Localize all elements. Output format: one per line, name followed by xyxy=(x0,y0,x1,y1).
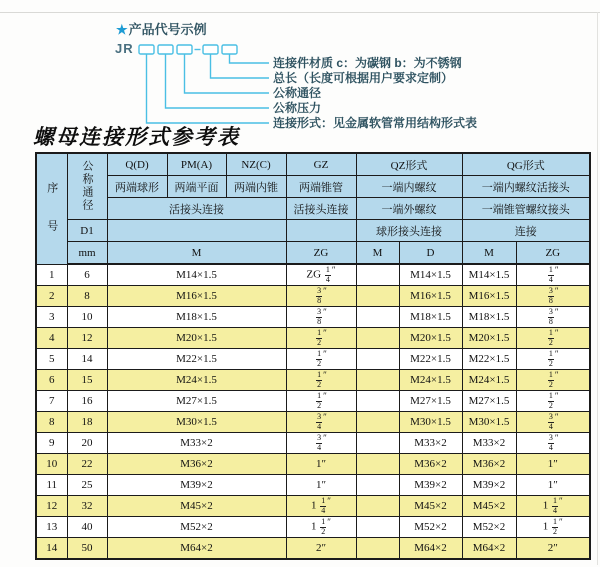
cell-mm: 8 xyxy=(67,286,107,307)
cell-thread-m: M39×2 xyxy=(107,475,286,496)
cell-qg-m: M36×2 xyxy=(462,454,516,475)
star-icon: ★ xyxy=(116,22,128,37)
callout-connection: 连接形式：见金属软管常用结构形式表 xyxy=(273,116,478,130)
cell-qg-zg: 2″ xyxy=(516,538,590,560)
header-seq xyxy=(36,153,67,264)
cell-qg-zg: 1 $\frac{1}{4}$ ″ xyxy=(516,496,590,517)
header-gz: GZ xyxy=(286,153,356,176)
cell-thread-m: M24×1.5 xyxy=(107,370,286,391)
header-seq-label: 序号 xyxy=(45,182,58,259)
header-qg-sub1: 一端内螺纹活接头 xyxy=(462,176,590,198)
header-qz-m: M xyxy=(356,242,399,265)
cell-gz: $\frac{1}{2}$ ″ xyxy=(286,370,356,391)
cell-mm: 20 xyxy=(67,433,107,454)
header-qz-d: D xyxy=(399,242,462,265)
cell-thread-m: M18×1.5 xyxy=(107,307,286,328)
table-row xyxy=(36,496,590,517)
cell-qg-m: M39×2 xyxy=(462,475,516,496)
cell-qg-zg: $\frac{3}{8}$ ″ xyxy=(516,307,590,328)
header-diameter xyxy=(67,153,107,220)
cell-qg-m: M24×1.5 xyxy=(462,370,516,391)
table-row xyxy=(36,391,590,412)
cell-gz: ZG $\frac{1}{4}$ ″ xyxy=(286,264,356,286)
cell-qz-m xyxy=(356,328,399,349)
cell-qz-d: M52×2 xyxy=(399,517,462,538)
table-row xyxy=(36,328,590,349)
table-row xyxy=(36,264,590,286)
table-row xyxy=(36,307,590,328)
cell-qg-m: M18×1.5 xyxy=(462,307,516,328)
header-qz-sub3: 球形接头连接 xyxy=(356,220,462,242)
cell-seq: 11 xyxy=(36,475,67,496)
cell-qz-m xyxy=(356,517,399,538)
cell-seq: 1 xyxy=(36,264,67,286)
cell-qz-d: M39×2 xyxy=(399,475,462,496)
cell-qz-m xyxy=(356,538,399,560)
cell-gz: $\frac{3}{8}$ ″ xyxy=(286,286,356,307)
cell-qg-zg: $\frac{1}{2}$ ″ xyxy=(516,349,590,370)
cell-qz-d: M22×1.5 xyxy=(399,349,462,370)
header-m-span: M xyxy=(107,242,286,265)
header-qz-sub2: 一端外螺纹 xyxy=(356,198,462,220)
cell-qg-zg: 1″ xyxy=(516,475,590,496)
cell-seq: 7 xyxy=(36,391,67,412)
cell-qg-m: M33×2 xyxy=(462,433,516,454)
cell-qg-m: M64×2 xyxy=(462,538,516,560)
example-heading xyxy=(116,19,207,38)
cell-mm: 12 xyxy=(67,328,107,349)
cell-seq: 6 xyxy=(36,370,67,391)
cell-gz: 1 $\frac{1}{4}$ ″ xyxy=(286,496,356,517)
nut-connection-table xyxy=(35,152,591,560)
cell-gz: $\frac{1}{2}$ ″ xyxy=(286,391,356,412)
cell-gz: $\frac{3}{4}$ ″ xyxy=(286,412,356,433)
cell-mm: 50 xyxy=(67,538,107,560)
header-mm: mm xyxy=(67,242,107,265)
table-row xyxy=(36,538,590,560)
callout-diameter: 公称通径 xyxy=(273,86,322,100)
cell-qg-m: M30×1.5 xyxy=(462,412,516,433)
cell-seq: 5 xyxy=(36,349,67,370)
cell-qz-m xyxy=(356,454,399,475)
cell-mm: 14 xyxy=(67,349,107,370)
header-q: Q(D) xyxy=(107,153,167,176)
header-pm: PM(A) xyxy=(167,153,226,176)
cell-qz-m xyxy=(356,349,399,370)
cell-qz-d: M36×2 xyxy=(399,454,462,475)
example-heading-text: 产品代号示例 xyxy=(128,22,207,37)
cell-thread-m: M33×2 xyxy=(107,433,286,454)
header-qg-m: M xyxy=(462,242,516,265)
cell-qg-m: M20×1.5 xyxy=(462,328,516,349)
code-box-4 xyxy=(203,45,218,54)
cell-thread-m: M14×1.5 xyxy=(107,264,286,286)
cell-seq: 13 xyxy=(36,517,67,538)
callout-length: 总长（长度可根据用户要求定制） xyxy=(273,71,454,85)
code-box-3 xyxy=(177,45,192,54)
code-box-1 xyxy=(139,45,154,54)
leader-line-material xyxy=(230,54,270,63)
cell-seq: 14 xyxy=(36,538,67,560)
header-pm-sub: 两端平面 xyxy=(167,176,226,198)
cell-seq: 3 xyxy=(36,307,67,328)
cell-qz-m xyxy=(356,370,399,391)
cell-seq: 2 xyxy=(36,286,67,307)
leader-line-length xyxy=(211,54,270,78)
cell-qz-m xyxy=(356,496,399,517)
cell-seq: 4 xyxy=(36,328,67,349)
cell-qg-zg: $\frac{1}{2}$ ″ xyxy=(516,391,590,412)
cell-qz-m xyxy=(356,433,399,454)
cell-thread-m: M36×2 xyxy=(107,454,286,475)
cell-mm: 32 xyxy=(67,496,107,517)
cell-mm: 22 xyxy=(67,454,107,475)
table-body xyxy=(36,264,590,559)
cell-mm: 25 xyxy=(67,475,107,496)
leader-line-pressure xyxy=(166,54,270,108)
cell-qz-m xyxy=(356,307,399,328)
cell-gz: $\frac{3}{4}$ ″ xyxy=(286,433,356,454)
cell-qz-m xyxy=(356,412,399,433)
table-row xyxy=(36,433,590,454)
header-empty-m xyxy=(107,220,286,242)
header-d1: D1 xyxy=(67,220,107,242)
cell-thread-m: M22×1.5 xyxy=(107,349,286,370)
cell-thread-m: M30×1.5 xyxy=(107,412,286,433)
table-row xyxy=(36,475,590,496)
table-row xyxy=(36,412,590,433)
page-title: 螺母连接形式参考表 xyxy=(33,124,240,149)
header-qz: QZ形式 xyxy=(356,153,462,176)
cell-qz-d: M14×1.5 xyxy=(399,264,462,286)
cell-mm: 15 xyxy=(67,370,107,391)
cell-seq: 8 xyxy=(36,412,67,433)
cell-thread-m: M20×1.5 xyxy=(107,328,286,349)
cell-qz-m xyxy=(356,475,399,496)
leader-line-diameter xyxy=(185,54,270,93)
cell-qg-zg: $\frac{3}{4}$ ″ xyxy=(516,433,590,454)
cell-qg-m: M27×1.5 xyxy=(462,391,516,412)
header-qg-zg: ZG xyxy=(516,242,590,265)
code-box-2 xyxy=(158,45,173,54)
cell-thread-m: M45×2 xyxy=(107,496,286,517)
cell-seq: 12 xyxy=(36,496,67,517)
cell-thread-m: M64×2 xyxy=(107,538,286,560)
cell-qg-zg: $\frac{1}{2}$ ″ xyxy=(516,370,590,391)
cell-qg-zg: 1″ xyxy=(516,454,590,475)
table-row xyxy=(36,370,590,391)
cell-mm: 16 xyxy=(67,391,107,412)
cell-mm: 18 xyxy=(67,412,107,433)
cell-qg-m: M14×1.5 xyxy=(462,264,516,286)
cell-qz-m xyxy=(356,264,399,286)
cell-qg-zg: $\frac{3}{8}$ ″ xyxy=(516,286,590,307)
header-qg-sub3: 连接 xyxy=(462,220,590,242)
cell-thread-m: M27×1.5 xyxy=(107,391,286,412)
cell-qz-d: M27×1.5 xyxy=(399,391,462,412)
cell-qz-m xyxy=(356,391,399,412)
cell-thread-m: M52×2 xyxy=(107,517,286,538)
cell-gz: 1″ xyxy=(286,454,356,475)
cell-qg-m: M16×1.5 xyxy=(462,286,516,307)
cell-qg-zg: 1 $\frac{1}{2}$ ″ xyxy=(516,517,590,538)
cell-mm: 6 xyxy=(67,264,107,286)
cell-gz: $\frac{3}{8}$ ″ xyxy=(286,307,356,328)
cell-qg-m: M52×2 xyxy=(462,517,516,538)
cell-qg-m: M45×2 xyxy=(462,496,516,517)
header-q-sub: 两端球形 xyxy=(107,176,167,198)
cell-qz-d: M18×1.5 xyxy=(399,307,462,328)
code-box-5 xyxy=(222,45,237,54)
cell-gz: 1 $\frac{1}{2}$ ″ xyxy=(286,517,356,538)
code-prefix: JR xyxy=(115,41,134,56)
header-gz-row3: 活接头连接 xyxy=(286,198,356,220)
header-gz-sub: 两端锥管 xyxy=(286,176,356,198)
table-row xyxy=(36,454,590,475)
cell-seq: 10 xyxy=(36,454,67,475)
cell-gz: 1″ xyxy=(286,475,356,496)
cell-qz-d: M33×2 xyxy=(399,433,462,454)
cell-seq: 9 xyxy=(36,433,67,454)
cell-gz: $\frac{1}{2}$ ″ xyxy=(286,328,356,349)
cell-mm: 40 xyxy=(67,517,107,538)
header-diameter-label: 公称通径 xyxy=(81,160,93,212)
cell-mm: 10 xyxy=(67,307,107,328)
cell-qg-zg: $\frac{1}{4}$ ″ xyxy=(516,264,590,286)
table-row xyxy=(36,349,590,370)
header-qg-sub2: 一端锥管螺纹接头 xyxy=(462,198,590,220)
cell-qz-d: M30×1.5 xyxy=(399,412,462,433)
cell-qz-d: M16×1.5 xyxy=(399,286,462,307)
cell-qz-d: M64×2 xyxy=(399,538,462,560)
cell-qz-d: M20×1.5 xyxy=(399,328,462,349)
cell-qg-m: M22×1.5 xyxy=(462,349,516,370)
cell-qz-m xyxy=(356,286,399,307)
cell-qz-d: M45×2 xyxy=(399,496,462,517)
table-row xyxy=(36,517,590,538)
table-header xyxy=(36,153,590,264)
cell-qg-zg: $\frac{1}{2}$ ″ xyxy=(516,328,590,349)
header-qz-sub1: 一端内螺纹 xyxy=(356,176,462,198)
header-nz-sub: 两端内锥 xyxy=(226,176,286,198)
header-qg: QG形式 xyxy=(462,153,590,176)
header-union-span: 活接头连接 xyxy=(107,198,286,220)
cell-qz-d: M24×1.5 xyxy=(399,370,462,391)
cell-qg-zg: $\frac{3}{4}$ ″ xyxy=(516,412,590,433)
header-nz: NZ(C) xyxy=(226,153,286,176)
callout-pressure: 公称压力 xyxy=(273,101,322,115)
cell-gz: $\frac{1}{2}$ ″ xyxy=(286,349,356,370)
callout-material: 连接件材质 c：为碳钢 b：为不锈钢 xyxy=(273,56,462,70)
cell-thread-m: M16×1.5 xyxy=(107,286,286,307)
table-row xyxy=(36,286,590,307)
cell-gz: 2″ xyxy=(286,538,356,560)
header-gz-unit: ZG xyxy=(286,242,356,265)
header-empty-gz xyxy=(286,220,356,242)
